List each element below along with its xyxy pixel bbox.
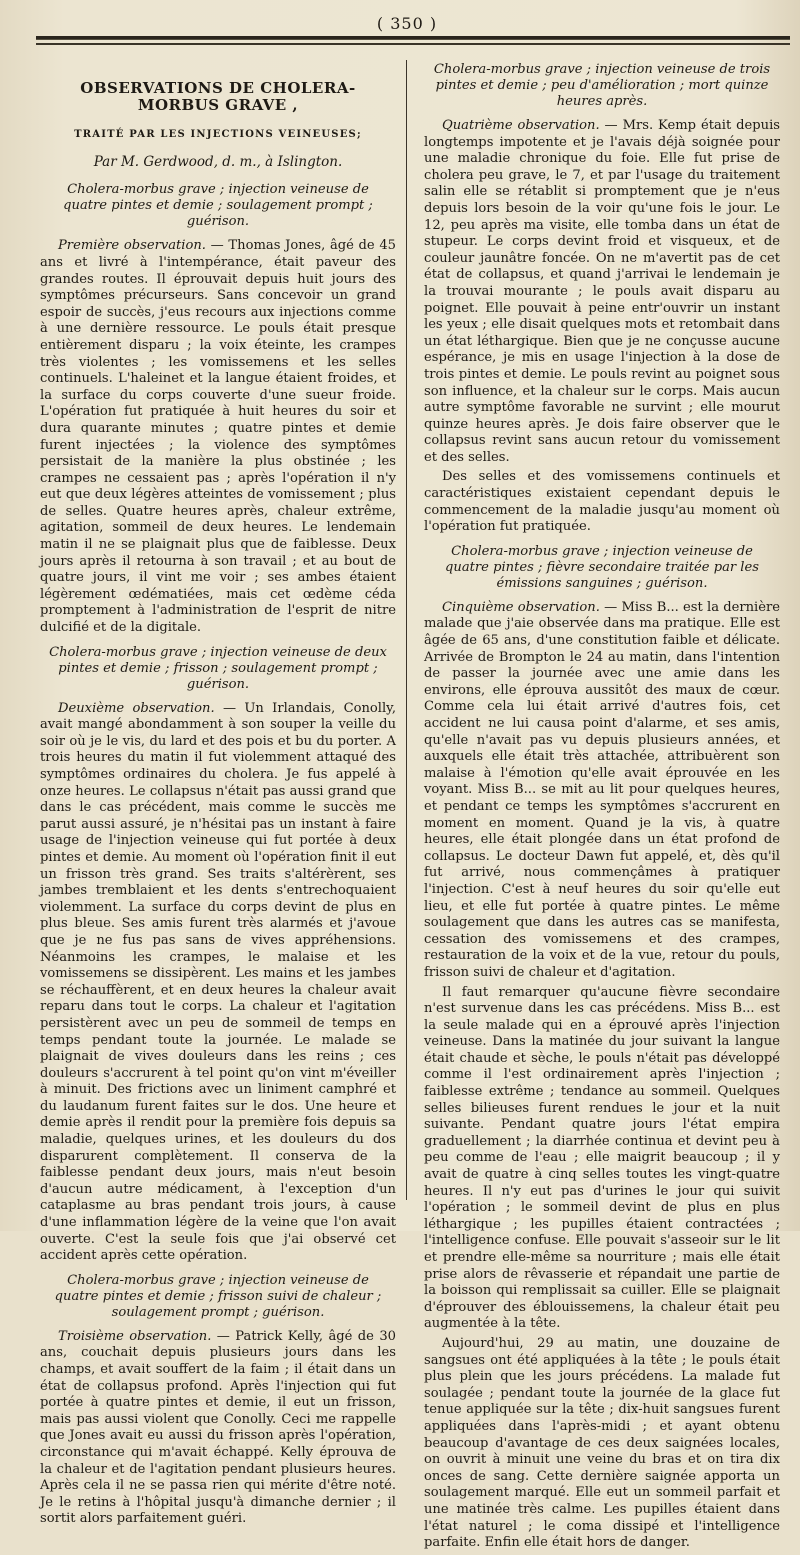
left-column [40,62,396,1531]
header-rule-secondary [36,43,790,45]
observation-3-heading: Troisième observation. [58,1328,212,1344]
observation-4 [424,118,780,466]
observation-4-heading: Quatrième observation. [442,118,600,133]
page-number: ( 350 ) [376,14,438,33]
header-rule [36,36,790,40]
observation-5-text: — Miss B... est la dernière malade que j'aie observée dans ma pratique. Elle est âgée de 65 ans, d'une constitution faible et délicate. Arrivée de Brompton le 24 au matin, dans l'intention de passer la journée avec une amie dans les environs, elle éprouva aussitôt des maux de cœur. Comme cela lui était arrivé d'autres fois, cet accident ne lui causa point d'alarme, et ses amis, qu'elle n'avait pas vu depuis plusieurs années, et auxquels elle était très attachée, attribuèrent son malaise à l'émotion qu'elle avait éprouvée en les voyant. Miss B... se mit au lit pour quelques heures, et pendant ce temps les symptômes s'accrurent en moment en moment. Quand je la vis, à quatre heures, elle était plongée dans un état profond de collapsus. Le docteur Dawn fut appelé, et, dès qu'il fut arrivé, nous commençâmes à pratiquer l'injection. C'est à neuf heures du soir qu'elle eut lieu, et elle fut portée à quatre pintes. Le même soulagement que dans les autres cas se manifesta, cessation des vomissemens et des crampes, restauration de la voix et de la vue, retour du pouls, frisson suivi de chaleur et d'agitation. [424,599,780,980]
observation-2-text: — Un Irlandais, Conolly, avait mangé abondamment à son souper la veille du soir où je le vis, du lard et des pois et bu du porter. A trois heures du matin il fut violemment attaqué des symptômes ordinaires du cholera. Je fus appelé à onze heures. Le collapsus n'était pas aussi grand que dans le cas précédent, mais comme le succès me parut aussi assuré, je n'hésitai pas un instant à faire usage de l'injection veineuse qui fut portée à deux pintes et demie. Au moment où l'opération finit il eut un frisson très grand. Ses traits s'altérèrent, ses jambes tremblaient et les dents s'entrechoquaient violemment. La surface du corps devint de plus en plus bleue. Ses amis furent très alarmés et j'avoue que je ne fus pas sans de vives appréhensions. Néanmoins les crampes, le malaise et les vomissemens se dissipèrent. Les mains et les jambes se réchauffèrent, et en deux heures la chaleur avait reparu dans tout le corps. La chaleur et l'agitation persistèrent avec un peu de sommeil de temps en temps pendant toute la journée. Le malade se plaignait de vives douleurs dans les reins ; ces douleurs s'accrurent à tel point qu'on vint m'éveiller à minuit. Des frictions avec un liniment camphré et du laudanum furent faites sur le dos. Une heure et demie après il rendit pour la première fois depuis sa maladie, quelques urines, et les douleurs du dos disparurent complètement. Il conserva de la faiblesse pendant deux jours, mais n'eut besoin d'aucun autre médicament, à l'exception d'un cataplasme au bras pendant trois jours, à cause d'une inflammation légère de la veine que l'on avait ouverte. C'est la seule fois que j'ai observé cet accident après cette opération. [40,700,397,1264]
article-author: Par M. Gerdwood, d. m., à Islington. [93,153,343,170]
observation-4-text: — Mrs. Kemp était depuis longtemps impotente et je l'avais déjà soignée pour une maladie chronique du foie. Elle fut prise de cholera peu grave, le 7, et par l'usage du traitement salin elle se rétablit si promptement que je n'eus depuis lors besoin de la voir qu'une fois le jour. Le 12, peu après ma visite, elle tomba dans un état de stupeur. Le corps devint froid et visqueux, et de couleur jaunâtre foncée. On ne m'avertit pas de cet état de collapsus, et quand j'arrivai le lendemain je la trouvai mourante ; le pouls avait disparu au poignet. Elle pouvait à peine entr'ouvrir un instant les yeux ; elle disait quelques mots et retombait dans un état léthargique. Bien que je ne conçusse aucune espérance, je mis en usage l'injection à la dose de trois pintes et demie. Le pouls revint au poignet sous son influence, et la chaleur sur le corps. Mais aucun autre symptôme favorable ne survint ; elle mourut quinze heures après. Je dois faire observer que le collapsus revint sans aucun retour du vomissement et des selles. [424,118,780,465]
running-header [0,8,800,38]
observation-2 [40,701,396,1265]
right-column [424,62,780,1555]
case-summary-3: Cholera-morbus grave ; injection veineuse de quatre pintes et demie ; frisson suivi de chaleur ; soulagement prompt ; guérison. [54,1272,382,1320]
observation-2-heading: Deuxième observation. [58,700,215,716]
observation-3 [40,1329,396,1528]
observation-3-text: — Patrick Kelly, âgé de 30 ans, couchait depuis plusieurs jours dans les champs, et avait souffert de la faim ; il était dans un état de collapsus profond. Après l'injection qui fut portée à quatre pintes et demie, il eut un frisson, mais pas aussi violent que Conolly. Ceci me rappelle que Jones avait eu aussi du frisson après l'opération, circonstance qui m'avait échappé. Kelly éprouva de la chaleur et de l'agitation pendant plusieurs heures. Après cela il ne se passa rien qui mérite d'être noté. Je le retins à l'hôpital jusqu'à dimanche dernier ; il sortit alors parfaitement guéri. [40,1328,396,1527]
article-subtitle: TRAITÉ PAR LES INJECTIONS VEINEUSES; [74,129,362,141]
observation-1-heading: Première observation. [58,238,206,254]
observation-5-secondary-fever: Il faut remarquer qu'aucune fièvre secondaire n'est survenue dans les cas précédens. Miss B... est la seule malade qui en a éprouvé après l'injection veineuse. Dans la matinée du jour suivant la langue était chaude et sèche, le pouls n'était pas développé comme il l'est ordinairement après l'injection ; faiblesse extrême ; tendance au sommeil. Quelques selles bilieuses furent rendues le jour et la nuit suivante. Pendant quatre jours l'état empira graduellement ; la diarrhée continua et devint peu à peu comme de l'eau ; elle maigrit beaucoup ; il y avait de quatre à cinq selles toutes les vingt-quatre heures. Il n'y eut pas d'urines le jour qui suivit l'opération ; le sommeil devint de plus en plus léthargique ; les pupilles étaient contractées ; l'intelligence confuse. Elle pouvait s'asseoir sur le lit et prendre elle-même sa nourriture ; mais elle était prise alors de rêvasserie et répandait une partie de la boisson qui remplissait sa cuiller. Elle se plaignait d'éprouver des éblouissemens, la chaleur était peu augmentée à la tête. [424,984,780,1332]
column-divider [406,60,407,1200]
case-summary-4: Cholera-morbus grave ; injection veineuse de trois pintes et demie ; peu d'amélioration ; mort quinze heures après. [433,62,771,109]
article-title: OBSERVATIONS DE CHOLERA-MORBUS GRAVE , [80,79,356,114]
case-summary-2: Cholera-morbus grave ; injection veineuse de deux pintes et demie ; frisson ; soulagement prompt ; guérison. [49,644,387,692]
observation-1-text: — Thomas Jones, âgé de 45 ans et livré à l'intempérance, était paveur des grandes routes. Il éprouvait depuis huit jours des symptômes précurseurs. Sans concevoir un grand espoir de succès, j'eus recours aux injections comme à une dernière ressource. Le pouls était presque entièrement disparu ; la voix éteinte, les crampes très violentes ; les vomissemens et les selles continuels. L'haleinet et la langue étaient froides, et la surface du corps couverte d'une sueur froide. L'opération fut pratiquée à huit heures du soir et dura quarante minutes ; quatre pintes et demie furent injectées ; la violence des symptômes persistait de la manière la plus obstinée ; les crampes ne cessaient pas ; après l'opération il n'y eut que deux légères atteintes de vomissement ; plus de selles. Quatre heures après, chaleur extrême, agitation, sommeil de deux heures. Le lendemain matin il ne se plaignait plus que de faiblesse. Deux jours après il retourna à son travail ; et au bout de quatre jours, il vint me voir ; ses ambes étaient légèrement œdématiées, mais cet œdème céda promptement à l'administration de l'esprit de nitre dulcifié et de la digitale. [40,238,397,636]
observation-5-treatment: Aujourd'hui, 29 au matin, une douzaine de sangsues ont été appliquées à la tête ; le pouls était plus plein que les jours précédens. La malade fut soulagée ; pendant toute la journée de la glace fut tenue appliquée sur la tête ; dix-huit sangsues furent appliquées dans l'après-midi ; et ayant obtenu beaucoup d'avantage de ces deux saignées locales, on ouvrit à minuit une veine du bras et on tira dix onces de sang. Cette dernière saignée apporta un soulagement marqué. Elle eut un sommeil parfait et une matinée très calme. Les pupilles étaient dans l'état naturel ; le coma dissipé et l'intelligence parfaite. Enfin elle était hors de danger. [424,1335,780,1551]
observation-5-heading: Cinquième observation. [442,599,600,615]
observation-1 [40,238,396,636]
observation-5 [424,600,780,982]
case-summary-1: Cholera-morbus grave ; injection veineuse de quatre pintes et demie ; soulagement prompt ; guérison. [63,182,373,230]
observation-4-continued: Des selles et des vomissemens continuels et caractéristiques existaient cependant depuis le commencement de la maladie jusqu'au moment où l'opération fut pratiquée. [424,469,780,535]
case-summary-5: Cholera-morbus grave ; injection veineuse de quatre pintes ; fièvre secondaire traitée par les émissions sanguines ; guérison. [445,543,759,591]
